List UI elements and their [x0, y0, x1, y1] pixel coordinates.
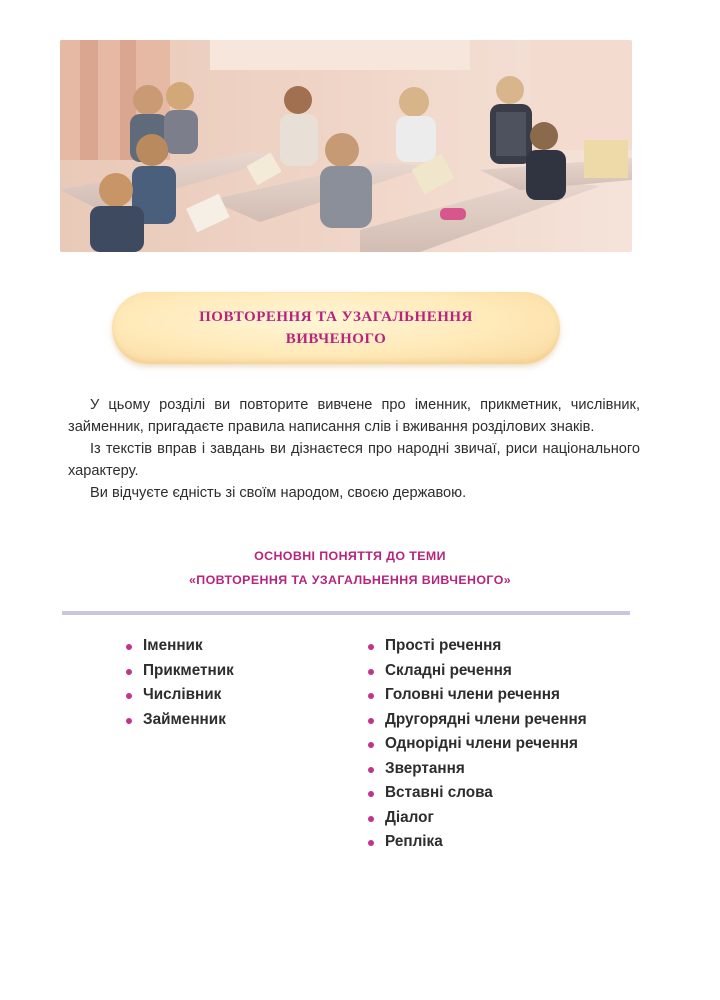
bullet-icon: [126, 669, 132, 675]
section-title-line-1: ПОВТОРЕННЯ ТА УЗАГАЛЬНЕННЯ: [199, 309, 473, 325]
term-label: Прості речення: [385, 637, 502, 654]
bullet-icon: [368, 718, 374, 724]
term-label: Однорідні члени речення: [385, 735, 578, 752]
list-item: [368, 683, 618, 708]
bullet-icon: [126, 644, 132, 650]
term-label: Другорядні члени речення: [385, 710, 587, 728]
classroom-photo-illustration: [60, 40, 632, 252]
bullet-icon: [368, 840, 374, 846]
intro-paragraph-3: Ви відчуєте єдність зі своїм народом, своєю державою.: [90, 485, 467, 501]
list-item: [126, 708, 336, 733]
term-label: Репліка: [385, 833, 443, 850]
intro-paragraph-2: Із текстів вправ і завдань ви дізнаєтеся про народні звичаї, риси національного характеру.: [68, 441, 640, 479]
key-concepts-heading: [60, 544, 640, 592]
term-label: Займенник: [143, 710, 226, 728]
bullet-icon: [126, 693, 132, 699]
intro-paragraph-1: У цьому розділі ви повторите вивчене про іменник, прикметник, числівник, займенник, пригадаєте правила написання слів і вживання розділових знаків.: [68, 397, 640, 435]
terms-list-right: [368, 634, 618, 855]
classroom-photo: [60, 40, 632, 252]
list-item: [368, 806, 618, 831]
list-item: [368, 634, 618, 659]
term-label: Діалог: [385, 808, 434, 826]
bullet-icon: [368, 767, 374, 773]
term-label: Іменник: [143, 637, 203, 654]
list-item: [368, 708, 618, 733]
list-item: [368, 659, 618, 684]
bullet-icon: [368, 816, 374, 822]
section-title-line-2: ВИВЧЕНОГО: [285, 331, 387, 347]
term-label: Головні члени речення: [385, 686, 560, 703]
bullet-icon: [126, 718, 132, 724]
bullet-icon: [368, 742, 374, 748]
bullet-icon: [368, 693, 374, 699]
bullet-icon: [368, 791, 374, 797]
list-item: [368, 781, 618, 806]
terms-list-left: [126, 634, 336, 732]
section-divider: [62, 611, 630, 615]
key-concepts-heading-line-1: ОСНОВНІ ПОНЯТТЯ ДО ТЕМИ: [254, 549, 446, 563]
list-item: [126, 683, 336, 708]
list-item: [368, 830, 618, 855]
list-item: [126, 634, 336, 659]
intro-text: [68, 394, 640, 504]
list-item: [368, 757, 618, 782]
bullet-icon: [368, 669, 374, 675]
bullet-icon: [368, 644, 374, 650]
key-concepts-heading-line-2: «ПОВТОРЕННЯ ТА УЗАГАЛЬНЕННЯ ВИВЧЕНОГО»: [188, 573, 512, 587]
list-item: [368, 732, 618, 757]
section-title-banner: [112, 292, 560, 364]
term-label: Звертання: [385, 759, 465, 777]
term-label: Вставні слова: [385, 784, 493, 801]
term-label: Числівник: [143, 686, 222, 703]
list-item: [126, 659, 336, 684]
term-label: Складні речення: [385, 661, 512, 679]
term-label: Прикметник: [143, 661, 234, 679]
